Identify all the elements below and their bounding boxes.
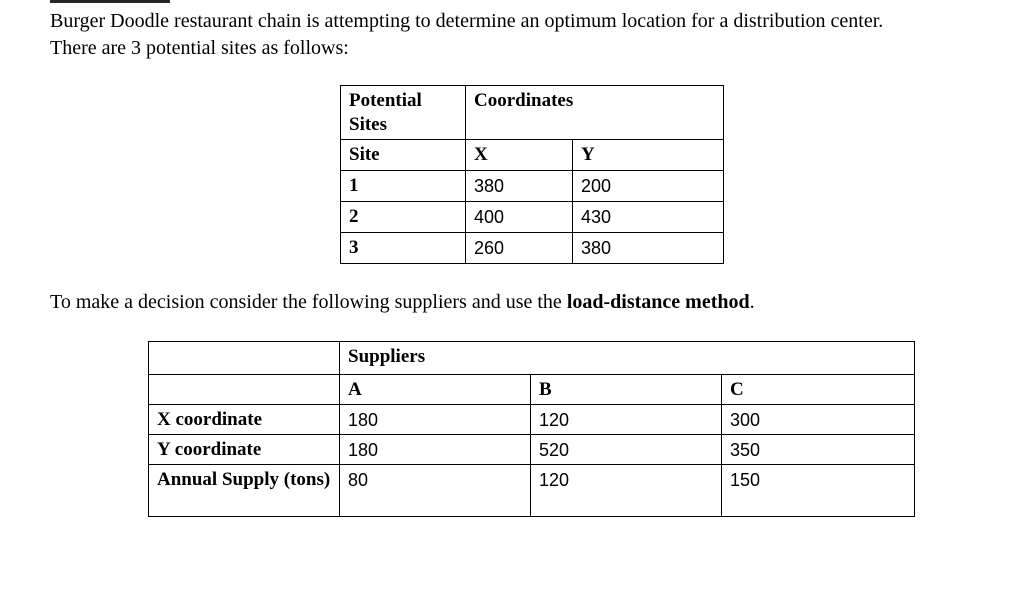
cropped-heading-remnant [50, 0, 170, 7]
site-x: 400 [466, 202, 573, 233]
intro-line-2: There are 3 potential sites as follows: [50, 37, 349, 59]
instruction-suffix: . [749, 291, 755, 313]
site-header: Site [341, 140, 466, 171]
supplier-value: 150 [722, 465, 915, 517]
sites-subheader-row [341, 140, 724, 171]
supplier-label-b: B [531, 375, 722, 405]
table-row [149, 465, 915, 517]
supplier-value: 120 [531, 405, 722, 435]
load-distance-method-emphasis: load-distance method [566, 291, 750, 313]
y-header: Y [573, 140, 724, 171]
site-x: 380 [466, 171, 573, 202]
empty-label-cell [149, 375, 340, 405]
table-row [149, 435, 915, 465]
site-number: 1 [341, 171, 466, 202]
x-header: X [466, 140, 573, 171]
supplier-value: 180 [340, 435, 531, 465]
table-row [341, 233, 724, 264]
supplier-value: 80 [340, 465, 531, 517]
suppliers-header-span [722, 342, 915, 375]
supplier-value: 520 [531, 435, 722, 465]
site-y: 430 [573, 202, 724, 233]
table-row [341, 171, 724, 202]
supplier-value: 120 [531, 465, 722, 517]
row-label: X coordinate [149, 405, 340, 435]
suppliers-header-span [531, 342, 722, 375]
coordinates-header: Coordinates [466, 86, 724, 140]
supplier-value: 180 [340, 405, 531, 435]
site-y: 200 [573, 171, 724, 202]
intro-paragraph [50, 8, 1010, 62]
site-number: 3 [341, 233, 466, 264]
supplier-label-a: A [340, 375, 531, 405]
empty-corner-cell [149, 342, 340, 375]
intro-line-1: Burger Doodle restaurant chain is attempting to determine an optimum location for a distribution center. [50, 10, 884, 32]
table-row [149, 405, 915, 435]
instruction-prefix: To make a decision consider the following suppliers and use the [50, 291, 567, 313]
supplier-value: 300 [722, 405, 915, 435]
sites-header-row [341, 86, 724, 140]
row-label: Y coordinate [149, 435, 340, 465]
instruction-text [50, 289, 755, 316]
potential-sites-header: Potential Sites [341, 86, 466, 140]
site-x: 260 [466, 233, 573, 264]
suppliers-table [148, 341, 915, 517]
table-row [341, 202, 724, 233]
row-label: Annual Supply (tons) [149, 465, 340, 517]
supplier-value: 350 [722, 435, 915, 465]
site-y: 380 [573, 233, 724, 264]
suppliers-label-row [149, 375, 915, 405]
supplier-label-c: C [722, 375, 915, 405]
suppliers-header: Suppliers [340, 342, 531, 375]
site-number: 2 [341, 202, 466, 233]
suppliers-header-row [149, 342, 915, 375]
potential-sites-table [340, 85, 724, 264]
